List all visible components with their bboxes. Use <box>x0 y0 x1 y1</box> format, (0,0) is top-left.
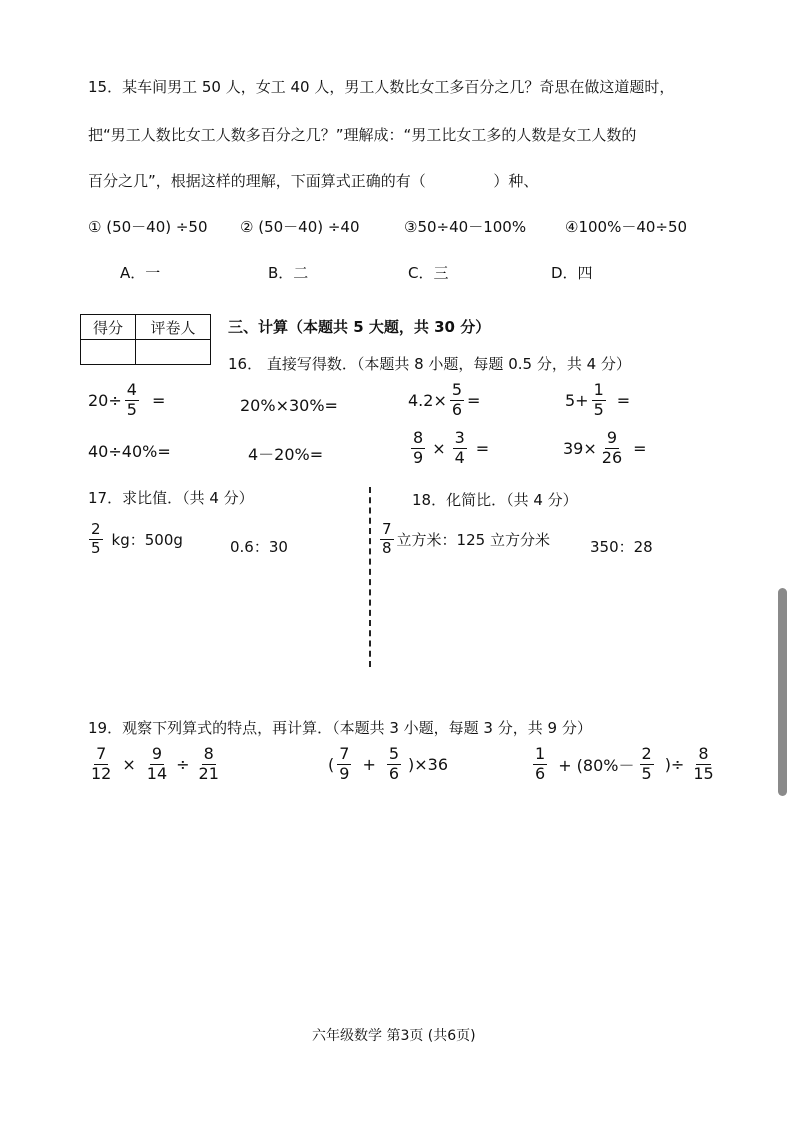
fraction <box>89 746 113 783</box>
q17-title: 17．求比值．（共 4 分） <box>88 489 254 507</box>
q15-formula-4: ④100%－40÷50 <box>565 218 688 236</box>
q16-item-7 <box>408 430 489 467</box>
q15-line3 <box>88 170 538 191</box>
q16-item-4 <box>565 382 630 419</box>
numerator: 7 <box>96 744 107 763</box>
numerator: 3 <box>454 428 465 447</box>
denominator: 6 <box>388 763 400 783</box>
q15-line1: 15．某车间男工 50 人，女工 40 人，男工人数比女工多百分之几？奇思在做这道题时， <box>88 78 675 96</box>
q16-item-1 <box>88 382 165 419</box>
numerator: 8 <box>698 744 709 763</box>
denominator: 5 <box>126 399 137 419</box>
denominator: 6 <box>451 399 463 419</box>
q16-item-4-prefix: 5+ <box>565 390 589 410</box>
page-footer: 六年级数学 第3页 (共6页) <box>312 1028 476 1044</box>
equals: = <box>467 390 481 410</box>
denominator: 15 <box>693 763 714 783</box>
q18-item-a <box>377 522 550 557</box>
fraction <box>450 382 464 419</box>
fraction <box>197 746 221 783</box>
equals: = <box>616 390 631 410</box>
operator: + (80%－ <box>558 755 635 775</box>
q19-expression-3 <box>530 746 719 783</box>
numerator: 8 <box>203 744 214 763</box>
equals: = <box>475 438 490 458</box>
denominator: 5 <box>641 763 652 783</box>
q16-item-3 <box>408 382 480 419</box>
q16-item-8-prefix: 39× <box>563 438 597 458</box>
denominator: 9 <box>413 447 424 467</box>
q15-formula-3: ③50÷40－100% <box>404 218 527 236</box>
equals: = <box>151 390 166 410</box>
q15-option-a[interactable]: A．一 <box>120 264 161 282</box>
fraction <box>89 522 103 557</box>
numerator: 5 <box>451 380 463 399</box>
fraction <box>125 382 139 419</box>
numerator: 8 <box>413 428 424 447</box>
q15-line3-before: 百分之几”，根据这样的理解，下面算式正确的有（ <box>88 172 426 190</box>
numerator: 1 <box>593 380 604 399</box>
q16-item-6: 4－20%= <box>248 445 324 464</box>
q16-item-1-prefix: 20÷ <box>88 390 122 410</box>
reviewer-header: 评卷人 <box>136 315 211 340</box>
fraction <box>600 430 624 467</box>
q16-item-5: 40÷40%= <box>88 442 171 461</box>
q18-title: 18．化简比．（共 4 分） <box>412 491 578 509</box>
equals: = <box>633 438 647 458</box>
fraction <box>411 430 425 467</box>
q18-item-b: 350：28 <box>590 538 653 556</box>
q19-expression-2 <box>328 746 448 783</box>
q17-item-a-ratio: kg：500g <box>111 530 183 549</box>
denominator: 5 <box>91 538 101 557</box>
denominator: 8 <box>382 538 392 557</box>
q17-item-b: 0.6：30 <box>230 538 288 556</box>
q15-option-b[interactable]: B．二 <box>268 264 309 282</box>
q15-line3-after: ）种、 <box>493 172 539 190</box>
q15-formula-1: ① (50－40) ÷50 <box>88 218 208 236</box>
section3-title: 三、计算（本题共 5 大题，共 30 分） <box>228 318 491 336</box>
fraction <box>640 746 654 783</box>
numerator: 2 <box>641 744 652 763</box>
numerator: 7 <box>382 520 392 538</box>
operator: × <box>432 438 446 458</box>
reviewer-cell[interactable] <box>136 340 211 365</box>
q15-option-c[interactable]: C．三 <box>408 264 449 282</box>
denominator: 14 <box>146 763 168 783</box>
numerator: 7 <box>339 744 350 763</box>
q15-formula-2: ② (50－40) ÷40 <box>240 218 360 236</box>
q18-item-a-ratio: 立方米：125 立方分米 <box>396 530 550 549</box>
q16-item-2: 20%×30%= <box>240 396 338 415</box>
numerator: 1 <box>535 744 546 763</box>
score-header: 得分 <box>81 315 136 340</box>
operator: ÷ <box>176 754 190 774</box>
fraction <box>453 430 467 467</box>
denominator: 26 <box>601 447 623 467</box>
denominator: 12 <box>91 763 112 783</box>
fraction <box>533 746 547 783</box>
denominator: 5 <box>593 399 604 419</box>
numerator: 5 <box>388 744 400 763</box>
paren-close-times: )×36 <box>408 754 449 774</box>
q16-item-8 <box>563 430 647 467</box>
fraction <box>337 746 351 783</box>
q15-line2: 把“男工人数比女工人数多百分之几？”理解成：“男工比女工多的人数是女工人数的 <box>88 126 637 144</box>
q15-option-d[interactable]: D．四 <box>551 264 593 282</box>
denominator: 21 <box>198 763 219 783</box>
dashed-divider <box>369 487 371 667</box>
numerator: 9 <box>151 744 163 763</box>
operator: + <box>362 754 376 774</box>
fraction <box>592 382 606 419</box>
denominator: 4 <box>454 447 465 467</box>
operator: × <box>122 754 136 774</box>
q16-item-3-prefix: 4.2× <box>408 390 447 410</box>
q19-title: 19．观察下列算式的特点，再计算．（本题共 3 小题，每题 3 分，共 9 分） <box>88 719 592 737</box>
denominator: 9 <box>339 763 350 783</box>
fraction <box>145 746 169 783</box>
denominator: 6 <box>535 763 546 783</box>
q17-item-a <box>86 522 183 557</box>
paren-open: ( <box>328 754 335 774</box>
numerator: 2 <box>91 520 101 538</box>
fraction <box>387 746 401 783</box>
operator: )÷ <box>664 754 685 774</box>
numerator: 4 <box>126 380 137 399</box>
fraction <box>380 522 394 557</box>
q19-expression-1 <box>86 746 224 783</box>
grade-table <box>80 314 211 365</box>
q16-title: 16． 直接写得数．（本题共 8 小题，每题 0.5 分，共 4 分） <box>228 355 631 373</box>
numerator: 9 <box>606 428 618 447</box>
fraction <box>691 746 715 783</box>
score-cell[interactable] <box>81 340 136 365</box>
scrollbar-thumb[interactable] <box>778 588 787 796</box>
